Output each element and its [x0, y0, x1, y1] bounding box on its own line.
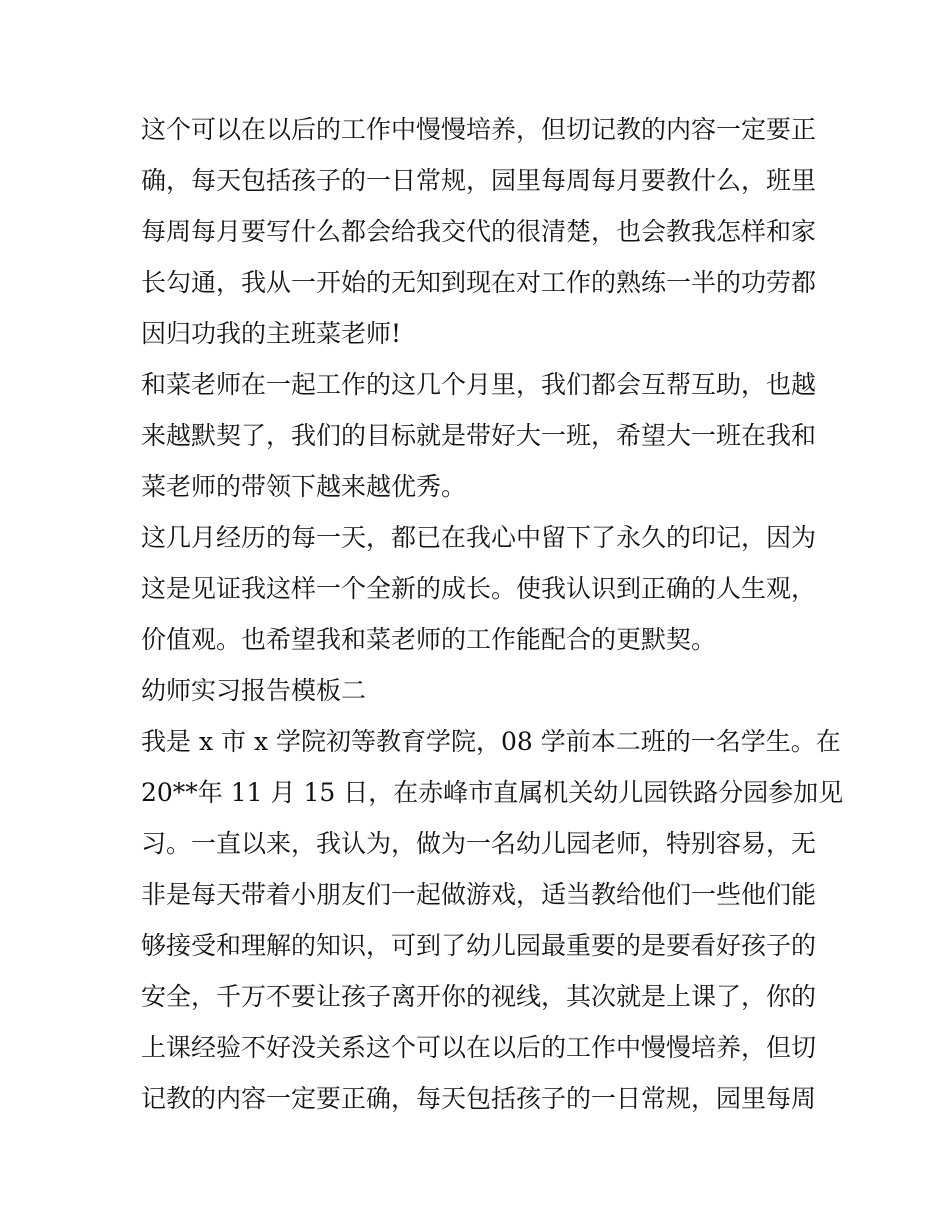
text-line: 因归功我的主班菜老师! [141, 319, 402, 348]
text-line: 习。一直以来，我认为，做为一名幼儿园老师，特别容易，无 [141, 829, 817, 858]
section-heading: 幼师实习报告模板二 [141, 676, 367, 705]
text-line: 这几月经历的每一天，都已在我心中留下了永久的印记，因为 [141, 523, 817, 552]
document-body [141, 104, 844, 1124]
text-line: 每周每月要写什么都会给我交代的很清楚，也会教我怎样和家 [141, 217, 817, 246]
text-line: 这是见证我这样一个全新的成长。使我认识到正确的人生观， [141, 574, 817, 603]
text-line: 长勾通，我从一开始的无知到现在对工作的熟练一半的功劳都 [141, 268, 817, 297]
text-line: 这个可以在以后的工作中慢慢培养，但切记教的内容一定要正 [141, 115, 817, 144]
text-line: 上课经验不好没关系这个可以在以后的工作中慢慢培养，但切 [141, 1033, 817, 1062]
text-line: 价值观。也希望我和菜老师的工作能配合的更默契。 [141, 625, 717, 654]
text-line: 确，每天包括孩子的一日常规，园里每周每月要教什么，班里 [141, 166, 817, 195]
text-line: 安全，千万不要让孩子离开你的视线，其次就是上课了，你的 [141, 982, 817, 1011]
text-line: 和菜老师在一起工作的这几个月里，我们都会互帮互助，也越 [141, 370, 817, 399]
text-line: 菜老师的带领下越来越优秀。 [141, 472, 467, 501]
text-line: 来越默契了，我们的目标就是带好大一班，希望大一班在我和 [141, 421, 817, 450]
text-line: 记教的内容一定要正确，每天包括孩子的一日常规，园里每周 [141, 1084, 817, 1113]
text-line: 非是每天带着小朋友们一起做游戏，适当教给他们一些他们能 [141, 880, 817, 909]
text-line: 够接受和理解的知识，可到了幼儿园最重要的是要看好孩子的 [141, 931, 817, 960]
text-line: 我是 x 市 x 学院初等教育学院，08 学前本二班的一名学生。在 [141, 727, 841, 756]
text-line: 20**年 11 月 15 日，在赤峰市直属机关幼儿园铁路分园参加见 [141, 778, 844, 807]
